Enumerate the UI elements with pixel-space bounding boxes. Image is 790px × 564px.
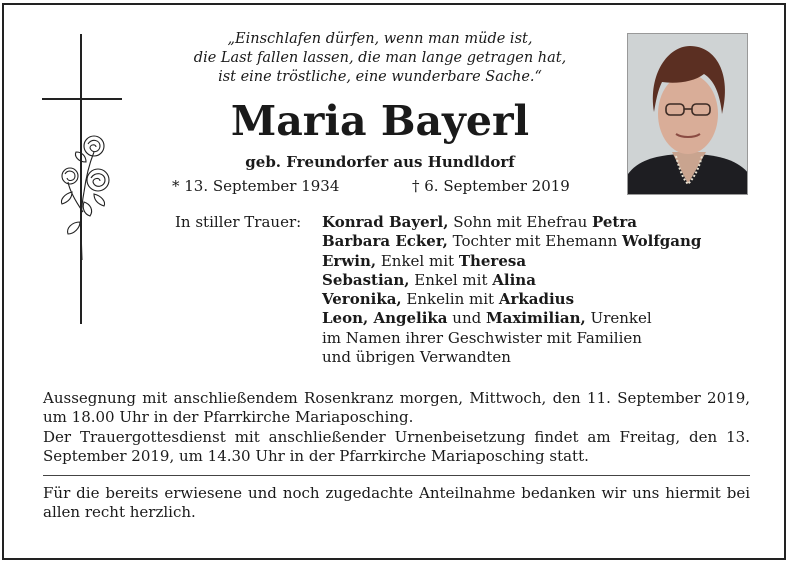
cross-icon-bar <box>42 98 122 100</box>
thanks-text: Für die bereits erwiesene und noch zugedachte Anteilnahme bedanken wir uns hiermit bei allen recht herzlich. <box>43 484 750 522</box>
mourner-relation: im Namen ihrer Geschwister mit Familien <box>322 328 642 347</box>
death-date: † 6. September 2019 <box>412 177 570 195</box>
mourner-line <box>322 329 701 348</box>
quote-line: die Last fallen lassen, die man lange getragen hat, <box>193 50 567 66</box>
birth-date: * 13. September 1934 <box>172 177 340 195</box>
mourner-name: Konrad Bayerl, <box>322 213 449 231</box>
mourner-name: Theresa <box>458 251 527 270</box>
mourner-name: Barbara Ecker, <box>322 232 448 251</box>
mourner-line <box>322 271 701 290</box>
mourner-relation: Sohn mit Ehefrau <box>448 213 592 231</box>
roses-icon <box>54 132 118 262</box>
mourner-name: Alina <box>492 270 536 289</box>
quote-line: ist eine tröstliche, eine wunderbare Sache.“ <box>218 69 542 85</box>
maiden-name: geb. Freundorfer aus Hundldorf <box>245 153 515 171</box>
mourner-line <box>322 232 701 251</box>
mourner-name: Wolfgang <box>622 232 702 251</box>
mourner-relation: Enkel mit <box>376 251 459 270</box>
mourner-line <box>322 309 701 328</box>
mourner-line <box>322 252 701 271</box>
mourner-name: Leon, Angelika <box>322 309 448 328</box>
mourner-name: Veronika, <box>322 290 402 309</box>
mourner-line <box>322 213 701 232</box>
mourners-list <box>322 213 701 367</box>
mourner-line <box>322 348 701 367</box>
quote-line: „Einschlafen dürfen, wenn man müde ist, <box>227 31 533 47</box>
mourner-relation: Enkelin mit <box>401 290 499 309</box>
divider <box>43 475 750 476</box>
mourner-relation: Urenkel <box>585 309 652 328</box>
mourner-relation: Tochter mit Ehemann <box>447 232 622 251</box>
funeral-notice <box>43 389 750 467</box>
portrait-photo <box>627 33 748 195</box>
notice-service: Der Trauergottesdienst mit anschließender Urnenbeisetzung findet am Freitag, den 13. September 2019, um 14.30 Uhr in der Pfarrkirche Mariaposching statt. <box>43 427 750 466</box>
mourner-name: Erwin, <box>322 251 377 270</box>
mourner-name: Maximilian, <box>486 309 586 328</box>
mourner-name: Arkadius <box>498 290 575 309</box>
mourning-label: In stiller Trauer: <box>175 213 302 231</box>
notice-blessing: Aussegnung mit anschließendem Rosenkranz morgen, Mittwoch, den 11. September 2019, um 18.00 Uhr in der Pfarrkirche Mariaposching. <box>43 389 750 427</box>
deceased-name: Maria Bayerl <box>230 97 530 145</box>
mourner-name: Sebastian, <box>322 270 410 289</box>
mourner-name: Petra <box>592 213 637 231</box>
mourner-relation: und <box>447 309 486 328</box>
mourner-line <box>322 290 701 309</box>
mourner-relation: und übrigen Verwandten <box>322 348 511 367</box>
mourner-relation: Enkel mit <box>409 270 493 289</box>
life-dates <box>172 177 572 195</box>
quote <box>150 30 610 87</box>
